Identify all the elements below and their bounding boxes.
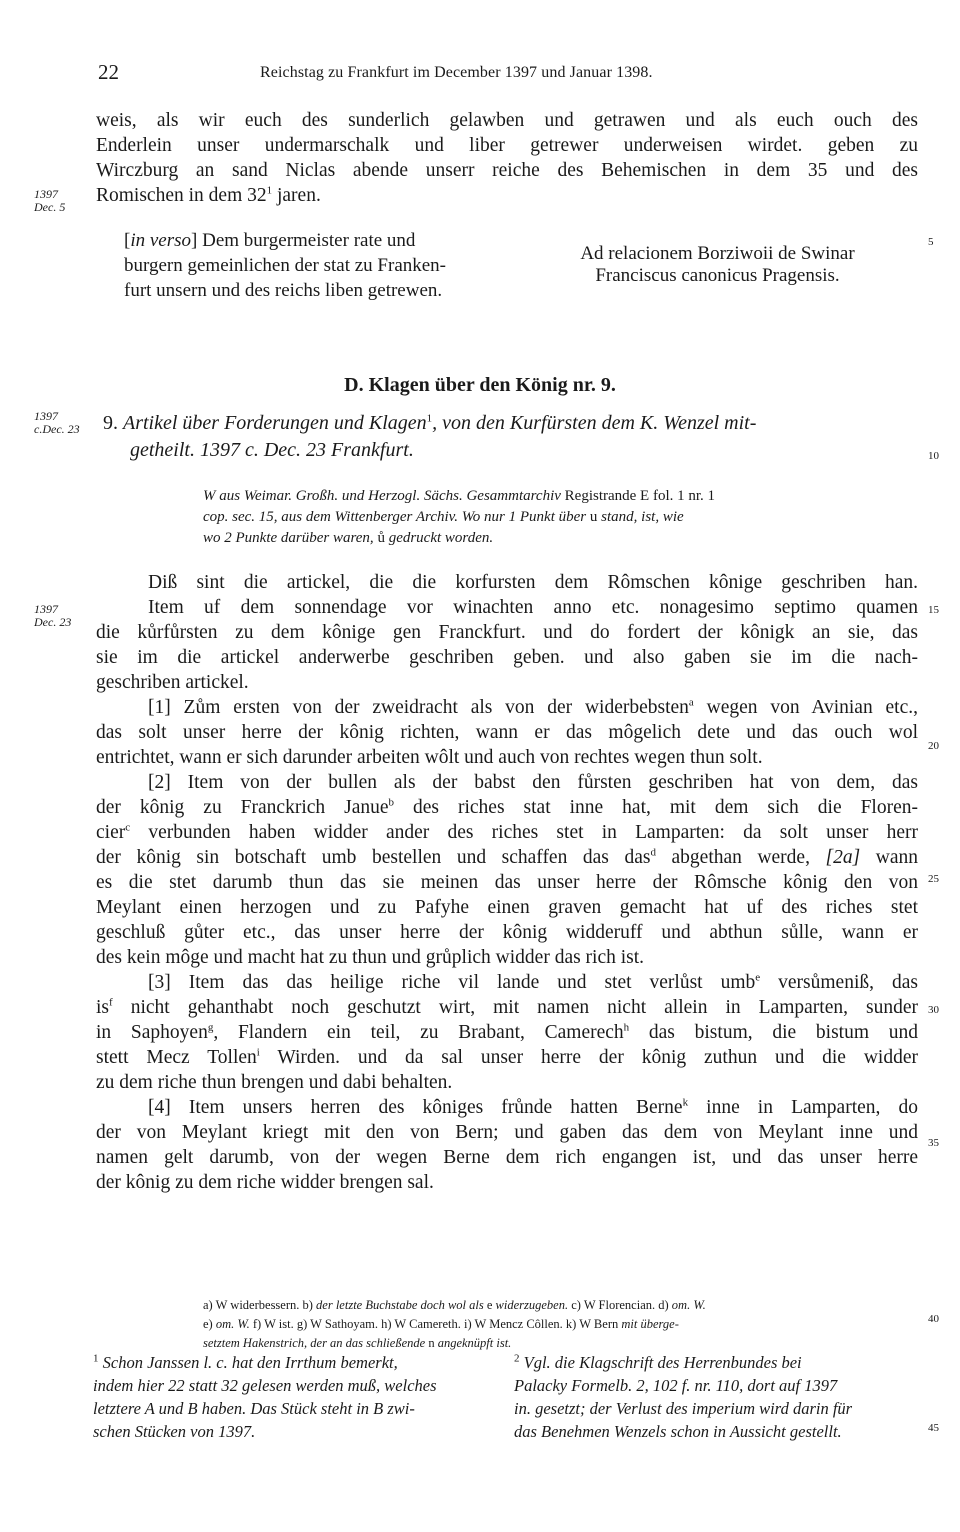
line-number: 5 <box>928 236 934 248</box>
text-line: geschriben artickel. <box>96 672 249 693</box>
text-line: das solt unser herre der kônig richten, wann er das môgelich dete und das ouch wol <box>96 722 918 743</box>
text-line: Item uf dem sonnendage vor winachten anno etc. nonagesimo septimo quamen <box>148 597 918 618</box>
text-line: [1] Zům ersten von der zweidracht als von der widerbebsten$^a$ wegen von Avinian etc., <box>148 696 918 718</box>
text-line: Diß sint die artickel, die die korfursten dem Rômschen kônige geschriben han. <box>148 572 918 593</box>
text-line: $is^f$ nicht gehanthabt noch geschutzt wirt, mit namen nicht allein in Lamparten, sunder <box>96 996 918 1018</box>
text-line: in Saphoyen$^g$, Flandern ein teil, zu Brabant, Camerech$^h$ das bistum, die bistum und <box>96 1021 919 1043</box>
document-title: 9. Artikel über Forderungen und Klagen$^1$, von den Kurfürsten dem K. Wenzel mit- getheilt. 1397 c. Dec. 23 Frankfurt. <box>103 412 757 461</box>
footnote-2: $^2$ Vgl. die Klagschrift des Herrenbundes bei Palacky Formelb. 2, 102 f. nr. 110, dort auf 1397 in. gesetzt; der Verlust des imperium wird darin für das Benehmen Wenzels schon in Aussicht gestellt. <box>514 1352 853 1441</box>
text-line: sie im die artickel anderwerbe geschriben geben. und also gaben sie im die nach- <box>96 647 918 668</box>
text-line: namen gelt darumb, von der wegen Berne dem rich engangen ist, und das unser herre <box>96 1147 918 1168</box>
text-line: Enderlein unser undermarschalk und liber getrewer underweisen wirdet. geben zu <box>96 135 918 156</box>
text-line: stett Mecz Tollen$^i$ Wirden. und da sal unser herre der kônig zuthun und die widder <box>96 1046 918 1068</box>
line-number: 40 <box>928 1313 939 1325</box>
margin-date: 1397 c.Dec. 23 <box>34 409 80 436</box>
line-number: 25 <box>928 873 939 885</box>
relation-note: Ad relacionem Borziwoii de Swinar Franciscus canonicus Pragensis. <box>580 243 855 286</box>
text-line: zu dem riche thun brengen und dabi behalten. <box>96 1072 453 1093</box>
footnote-1: $^1$ Schon Janssen l. c. hat den Irrthum bemerkt, indem hier 22 statt 32 gelesen werden muß, welches letztere A und B haben. Das Stück steht in B zwi- schen Stücken von 1397. <box>93 1352 437 1441</box>
text-line: Romischen in dem $32^1$ jaren. <box>96 184 321 206</box>
line-number: 45 <box>928 1422 939 1434</box>
text-line: Meylant einen herzogen und zu Pafyhe einen graven gemacht hat uf des riches stet <box>96 897 918 918</box>
text-line: furt unsern und des reichs liben getrewen. <box>124 280 443 301</box>
text-line: der kônig sin botschaft umb bestellen und schaffen das das$^d$ abgethan werde, [2a] wann <box>96 846 918 868</box>
text-line: der kônig zu Franckrich Janue$^b$ des riches stat inne hat, mit dem sich die Floren- <box>96 796 918 818</box>
text-line: [in verso] Dem burgermeister rate und <box>124 230 416 251</box>
text-line: die kůrfůrsten zu dem kônige gen Franckfurt. und do fordert der kônigk an sie, das <box>96 622 918 643</box>
footnote-ref: 1 <box>266 184 273 197</box>
text-line: burgern gemeinlichen der stat zu Franken- <box>124 255 447 276</box>
line-number: 35 <box>928 1137 939 1149</box>
text-line: es die stet darumb thun das sie meinen das unser herre der Rômsche kônig den von <box>96 872 918 893</box>
line-number: 10 <box>928 450 939 462</box>
text-line: [2] Item von der bullen als der babst den fůrsten geschriben hat von dem, das <box>148 772 918 793</box>
page-number: 22 <box>98 60 119 84</box>
text-line: geschluß gůter etc., das unser herre der kônig widderuff und abthun sůlle, wann er <box>96 922 918 943</box>
text-line: weis, als wir euch des sunderlich gelawben und getrawen und als euch ouch des <box>96 110 918 131</box>
margin-date: 1397 Dec. 23 <box>34 602 72 629</box>
text-line: der von Meylant kriegt mit den von Bern; und gaben das dem von Meylant inne und <box>96 1122 918 1143</box>
section-title: D. Klagen über den König nr. 9. <box>344 374 616 396</box>
source-description: W aus Weimar. Großh. und Herzogl. Sächs. Gesammtarchiv Registrande E fol. 1 nr. 1 cop. sec. 15, aus dem Wittenberger Archiv. Wo nur 1 Punkt über u stand, ist, wie wo 2 Punkte darüber waren, ů gedruckt worden. <box>203 488 716 546</box>
text-line: entrichtet, wann er sich darunder arbeiten wôlt und auch von rechtes wegen thun solt. <box>96 747 763 768</box>
text-line: cier$^c$ verbunden haben widder ander des riches stet in Lamparten: da solt unser herr <box>96 821 918 843</box>
opening-text <box>96 108 918 208</box>
text-line: Wirczburg an sand Niclas abende unserr reiche des Behemischen in dem 35 und des <box>96 160 918 181</box>
line-number: 20 <box>928 740 939 752</box>
critical-apparatus: a) W widerbessern. b) der letzte Buchstabe doch wol als e widerzugeben. c) W Florencian. d) om. W. e) om. W. f) W ist. g) W Sathoyam. h) W Camereth. i) W Mencz Côllen. k) W Bern mit überge- setztem Hakenstrich, der an das schließende n angeknüpft ist. <box>203 1298 706 1350</box>
address-verso <box>124 228 524 303</box>
text-line: [4] Item unsers herren des kôniges frůnde hatten Berne$^k$ inne in Lamparten, do <box>148 1096 918 1118</box>
line-number: 15 <box>928 604 939 616</box>
text-line: der kônig zu dem riche widder brengen sal. <box>96 1172 434 1193</box>
margin-date: 1397 Dec. 5 <box>34 187 66 214</box>
body-text <box>96 570 918 1195</box>
page-header <box>98 60 920 90</box>
running-title: Reichstag zu Frankfurt im December 1397 und Januar 1398. <box>260 64 653 81</box>
text-line: des kein môge und macht hat zu thun und grůplich widder das rich ist. <box>96 947 645 968</box>
line-number: 30 <box>928 1004 939 1016</box>
text-line: [3] Item das das heilige riche vil lande und stet verlůst umb$^e$ versůmeniß, das <box>148 971 918 993</box>
